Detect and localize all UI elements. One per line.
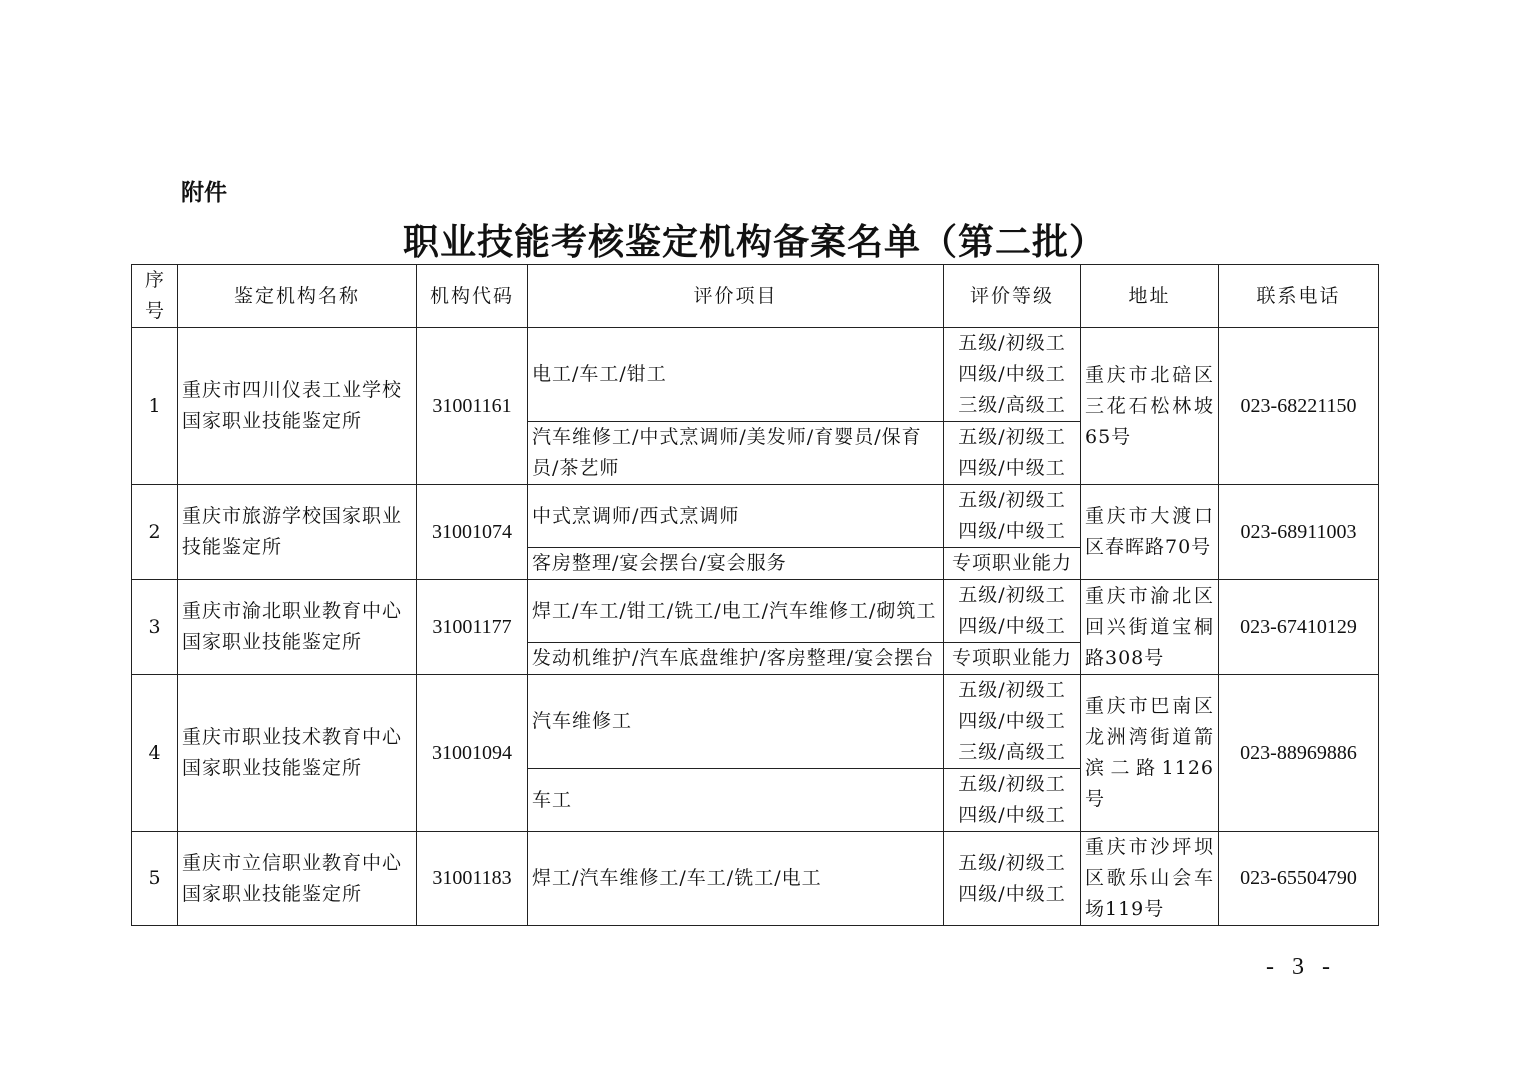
phone-number: 023-65504790 [1219,832,1379,926]
table-row [132,580,1379,643]
cell-line: 四级/中级工 [958,710,1066,732]
cell-line: 电工/车工/钳工 [532,363,667,385]
evaluation-item [528,675,944,769]
institution-name [178,832,417,926]
cell-line: 重庆市巴南区 [1085,695,1214,717]
cell-line: 路308号 [1085,646,1165,669]
cell-line: 四级/中级工 [958,520,1066,542]
cell-line: 国家职业技能鉴定所 [182,631,363,653]
cell-line: 五级/初级工 [958,426,1066,448]
cell-line: 龙洲湾街道箭 [1085,726,1214,748]
evaluation-level [944,769,1081,832]
cell-line: 专项职业能力 [951,552,1072,574]
institution-name [178,675,417,832]
evaluation-level [944,580,1081,643]
cell-line: 重庆市四川仪表工业学校 [182,379,403,401]
row-number: 4 [132,675,178,832]
evaluation-item [528,548,944,580]
cell-line: 国家职业技能鉴定所 [182,882,363,905]
cell-line: 重庆市旅游学校国家职业 [182,505,403,527]
cell-line: 汽车维修工 [532,710,633,732]
cell-line: 专项职业能力 [951,647,1072,669]
row-number: 5 [132,832,178,926]
cell-line: 四级/中级工 [958,804,1066,826]
cell-line: 员/茶艺师 [532,457,620,479]
registry-table [131,264,1379,926]
phone-number: 023-68221150 [1219,328,1379,485]
cell-line: 三级/高级工 [958,394,1066,416]
cell-line: 四级/中级工 [958,615,1066,637]
cell-line: 重庆市北碚区 [1085,363,1214,386]
institution-name [178,580,417,675]
evaluation-item [528,832,944,926]
header-item: 评价项目 [528,265,944,328]
institution-code: 31001183 [417,832,528,926]
evaluation-item [528,485,944,548]
cell-line: 重庆市渝北职业教育中心 [182,600,403,622]
cell-line: 五级/初级工 [958,679,1066,701]
institution-code: 31001177 [417,580,528,675]
cell-line: 三花石松林坡 [1085,394,1214,417]
evaluation-level [944,675,1081,769]
institution-code: 31001094 [417,675,528,832]
table-row [132,675,1379,769]
evaluation-level [944,643,1081,675]
cell-line: 场119号 [1085,898,1165,920]
header-addr: 地址 [1081,265,1219,328]
evaluation-level [944,328,1081,422]
cell-line: 重庆市大渡口 [1085,505,1214,527]
cell-line: 重庆市立信职业教育中心 [182,851,403,874]
cell-line: 国家职业技能鉴定所 [182,410,363,432]
cell-line: 区歌乐山会车 [1085,867,1214,889]
cell-line: 重庆市沙坪坝 [1085,836,1214,858]
row-number: 2 [132,485,178,580]
cell-line: 四级/中级工 [958,457,1066,479]
cell-line: 发动机维护/汽车底盘维护/客房整理/宴会摆台 [532,647,935,669]
table-row [132,832,1379,926]
evaluation-level [944,485,1081,548]
table-row [132,485,1379,548]
institution-name [178,485,417,580]
evaluation-item [528,328,944,422]
cell-line: 滨二路1126号 [1085,757,1214,810]
cell-line: 三级/高级工 [958,741,1066,763]
address [1081,328,1219,485]
evaluation-item [528,580,944,643]
cell-line: 国家职业技能鉴定所 [182,757,363,779]
cell-line: 五级/初级工 [958,851,1066,874]
table-row [132,328,1379,422]
institution-code: 31001161 [417,328,528,485]
phone-number: 023-68911003 [1219,485,1379,580]
phone-number: 023-88969886 [1219,675,1379,832]
address [1081,832,1219,926]
cell-line: 四级/中级工 [958,363,1066,385]
evaluation-level [944,548,1081,580]
cell-line: 65号 [1085,425,1132,448]
cell-line: 五级/初级工 [958,332,1066,354]
cell-line: 五级/初级工 [958,489,1066,511]
cell-line: 车工 [532,788,573,811]
cell-line: 重庆市渝北区 [1085,584,1214,607]
institution-name [178,328,417,485]
phone-number: 023-67410129 [1219,580,1379,675]
evaluation-level [944,422,1081,485]
attachment-label: 附件 [181,180,227,206]
page-number: - 3 - [1266,954,1336,980]
institution-code: 31001074 [417,485,528,580]
cell-line: 中式烹调师/西式烹调师 [532,504,740,527]
evaluation-item [528,769,944,832]
header-name: 鉴定机构名称 [178,265,417,328]
cell-line: 焊工/车工/钳工/铣工/电工/汽车维修工/砌筑工 [532,599,937,622]
address [1081,675,1219,832]
header-no: 序号 [132,265,178,328]
cell-line: 焊工/汽车维修工/车工/铣工/电工 [532,867,822,889]
cell-line: 汽车维修工/中式烹调师/美发师/育婴员/保育 [532,426,922,448]
row-number: 3 [132,580,178,675]
header-code: 机构代码 [417,265,528,328]
address [1081,580,1219,675]
evaluation-item [528,422,944,485]
evaluation-item [528,643,944,675]
cell-line: 回兴街道宝桐 [1085,615,1214,638]
cell-line: 重庆市职业技术教育中心 [182,726,403,748]
evaluation-level [944,832,1081,926]
row-number: 1 [132,328,178,485]
cell-line: 五级/初级工 [958,773,1066,795]
cell-line: 技能鉴定所 [182,536,283,558]
header-level: 评价等级 [944,265,1081,328]
header-tel: 联系电话 [1219,265,1379,328]
cell-line: 四级/中级工 [958,882,1066,905]
cell-line: 客房整理/宴会摆台/宴会服务 [532,552,787,574]
cell-line: 区春晖路70号 [1085,536,1212,558]
cell-line: 五级/初级工 [958,584,1066,606]
table-header-row [132,265,1379,328]
address [1081,485,1219,580]
document-title: 职业技能考核鉴定机构备案名单（第二批） [402,221,1106,263]
